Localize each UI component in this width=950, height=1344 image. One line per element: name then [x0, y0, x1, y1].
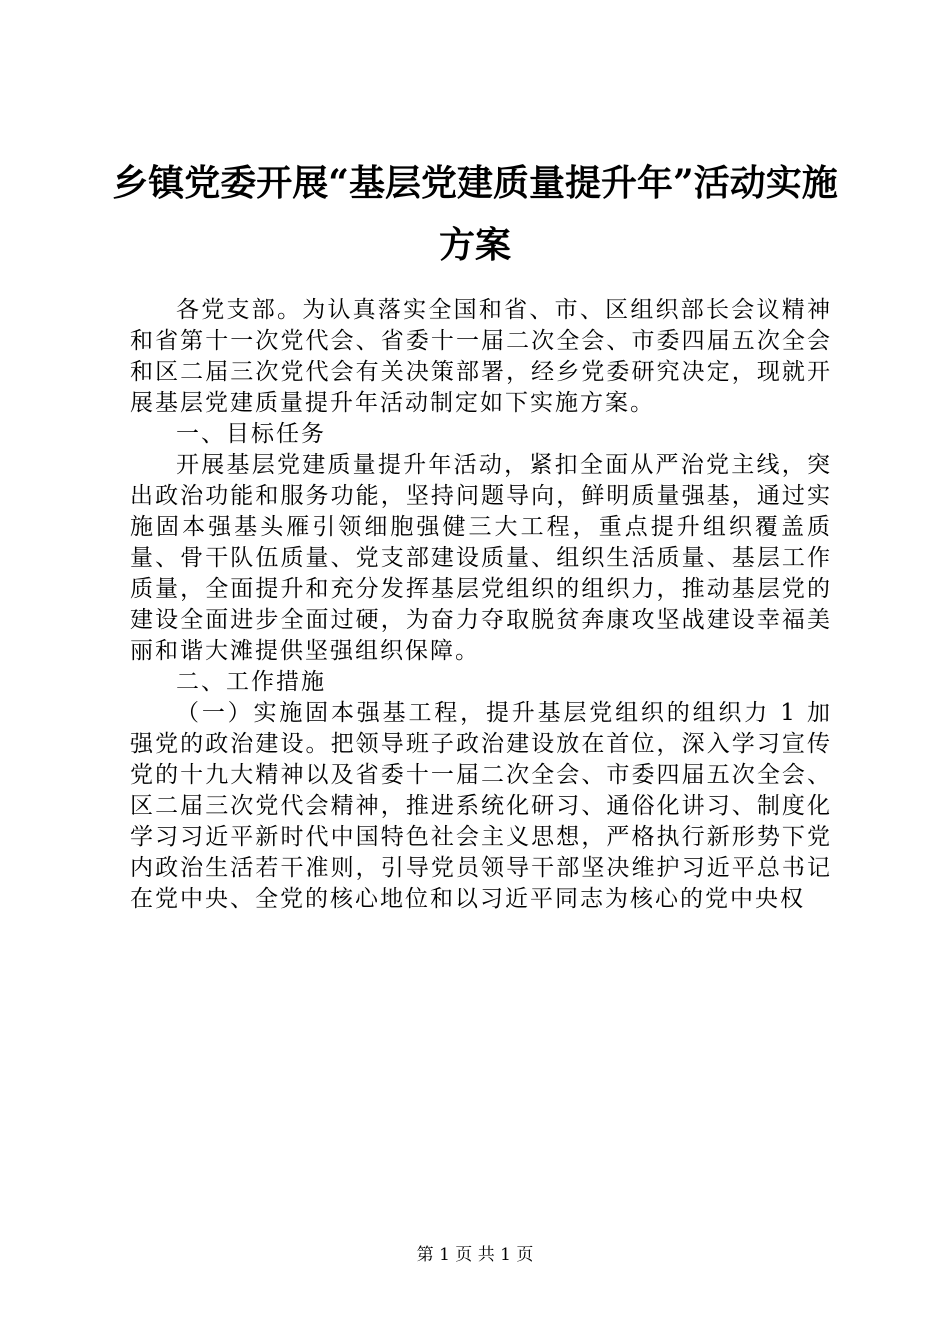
intro-paragraph: 各党支部。为认真落实全国和省、市、区组织部长会议精神和省第十一次党代会、省委十一届二次全会、市委四届五次全会和区二届三次党代会有关决策部署，经乡党委研究决定，现就开展基层党建质量提升年活动制定如下实施方案。: [130, 297, 832, 416]
measures-paragraph: （一）实施固本强基工程，提升基层党组织的组织力 1 加强党的政治建设。把领导班子政治建设放在首位，深入学习宣传党的十九大精神以及省委十一届二次全会、市委四届五次全会、区二届三次党代会精神，推进系统化研习、通俗化讲习、制度化学习习近平新时代中国特色社会主义思想，严格执行新形势下党内政治生活若干准则，引导党员领导干部坚决维护习近平总书记在党中央、全党的核心地位和以习近平同志为核心的党中央权: [130, 700, 832, 912]
section-heading-measures: 二、工作措施: [176, 669, 326, 695]
section-heading-goals: 一、目标任务: [176, 421, 326, 447]
document-title: 乡镇党委开展“基层党建质量提升年”活动实施方案: [112, 162, 838, 266]
goals-paragraph: 开展基层党建质量提升年活动，紧扣全面从严治党主线，突出政治功能和服务功能，坚持问题导向，鲜明质量强基，通过实施固本强基头雁引领细胞强健三大工程，重点提升组织覆盖质量、骨干队伍质量、党支部建设质量、组织生活质量、基层工作质量，全面提升和充分发挥基层党组织的组织力，推动基层党的建设全面进步全面过硬，为奋力夺取脱贫奔康攻坚战建设幸福美丽和谐大滩提供坚强组织保障。: [130, 452, 832, 664]
document-body: [130, 295, 832, 915]
page-footer: 第 1 页 共 1 页: [416, 1245, 534, 1265]
